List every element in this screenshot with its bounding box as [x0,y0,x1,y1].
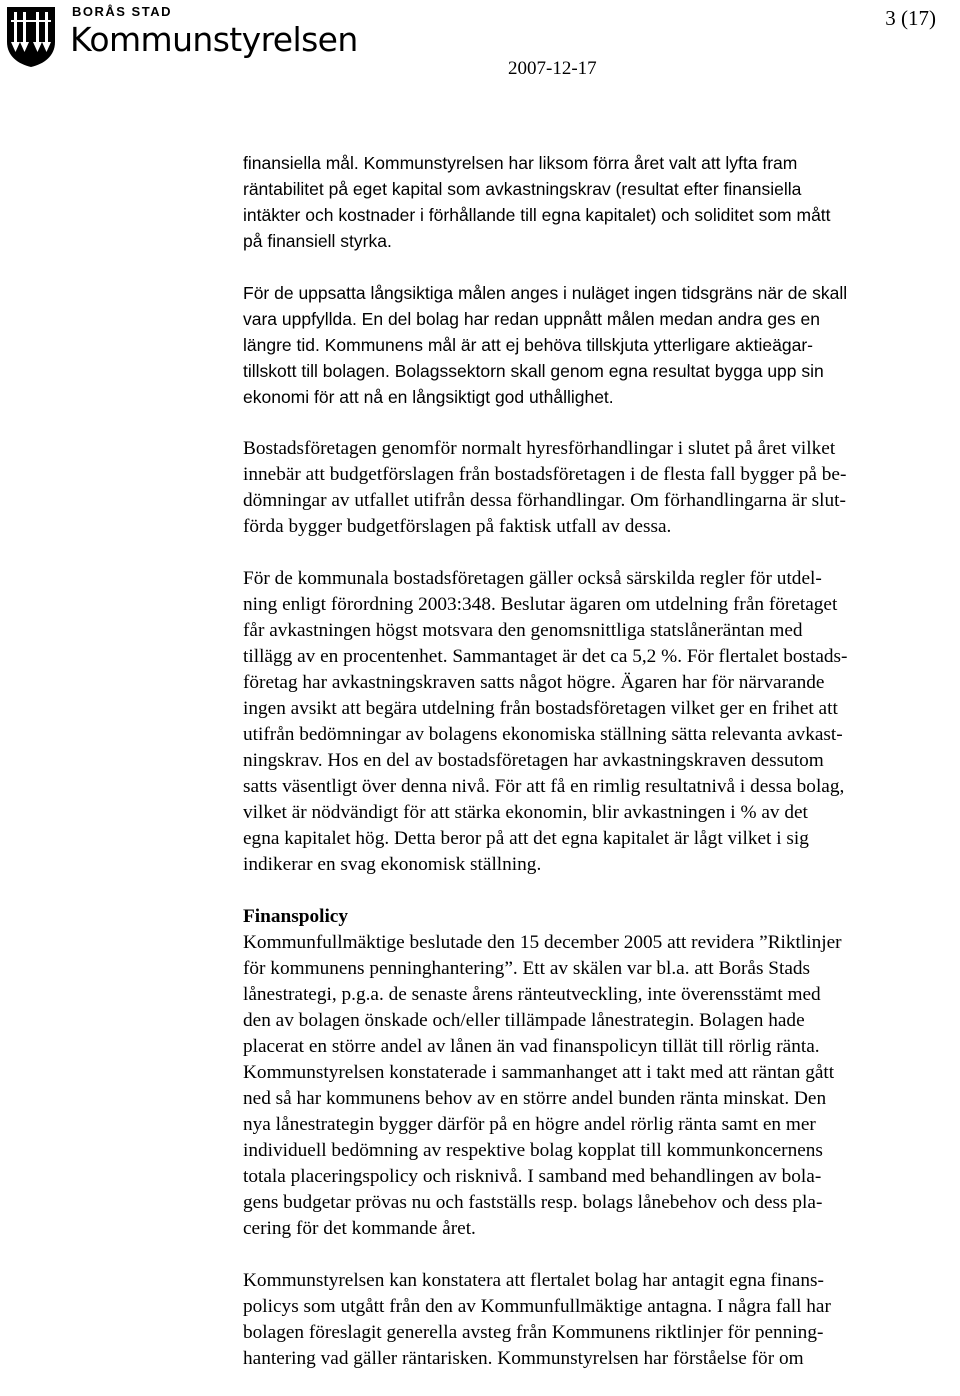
text-line: gens budgetar prövas nu och fastställs resp. bolags lånebehov och dess pla- [243,1192,823,1213]
text-line: bolagen föreslagit generella avsteg från Kommunens riktlinjer för penning- [243,1322,824,1343]
text-line: tillskott till bolagen. Bolagssektorn skall genom egna resultat bygga upp sin [243,361,824,381]
text-line: Kommunstyrelsen konstaterade i sammanhanget att i takt med att räntan gått [243,1062,835,1083]
boras-coat-of-arms-icon [6,6,56,68]
text-line: dömningar av utfallet utifrån dessa förhandlingar. Om förhandlingarna är slut- [243,490,846,511]
text-line: För de kommunala bostadsföretagen gäller också särskilda regler för utdel- [243,568,822,589]
text-line: egna kapitalet hög. Detta beror på att det egna kapitalet är lågt vilket i sig [243,828,809,849]
text-line: får avkastningen högst motsvara den genomsnittliga statslåneräntan med [243,620,803,641]
paragraph [243,150,951,254]
document-date: 2007-12-17 [508,58,597,79]
text-line: hantering vad gäller räntarisken. Kommunstyrelsen har förståelse för om [243,1348,804,1369]
text-line: indikerar en svag ekonomisk ställning. [243,854,542,875]
text-line: Kommunstyrelsen kan konstatera att flertalet bolag har antagit egna finans- [243,1270,824,1291]
text-line: ning enligt förordning 2003:348. Beslutar ägaren om utdelning från företaget [243,594,838,615]
text-line: vilket är nödvändigt för att stärka ekonomin, blir avkastningen i % av det [243,802,808,823]
text-line: ned så har kommunens behov av en större andel bunden ränta minskat. Den [243,1088,827,1109]
document-body [243,150,951,1396]
section-heading: Finanspolicy [243,906,349,927]
text-line: individuell bedömning av respektive bolag kopplat till kommunkoncernens [243,1140,823,1161]
text-line: totala placeringspolicy och risknivå. I samband med behandlingen av bola- [243,1166,822,1187]
text-line: för kommunens penninghantering”. Ett av skälen var bl.a. att Borås Stads [243,958,811,979]
text-line: För de uppsatta långsiktiga målen anges i nuläget ingen tidsgräns när de skall [243,283,848,303]
text-line: innebär att budgetförslagen från bostadsföretagen i de flesta fall bygger på be- [243,464,847,485]
paragraph [243,436,951,540]
text-line: företag har avkastningskraven satts något högre. Ägaren har för närvarande [243,672,825,693]
text-line: intäkter och kostnader i förhållande till egna kapitalet) och soliditet som mått [243,205,831,225]
text-line: vara uppfyllda. En del bolag har redan uppnått målen medan andra ges en [243,309,820,329]
text-line: tillägg av en procentenhet. Sammantaget är det ca 5,2 %. För flertalet bostads- [243,646,848,667]
text-line: förda bygger budgetförslagen på faktisk utfall av dessa. [243,516,672,537]
text-line: ingen avsikt att begära utdelning från bostadsföretagen vilket ger en frihet att [243,698,838,719]
paragraph [243,930,951,1242]
text-line: den av bolagen önskade och/eller tillämpade lånestrategin. Bolagen hade [243,1010,805,1031]
paragraph [243,1268,951,1372]
text-line: lånestrategi, p.g.a. de senaste årens ränteutveckling, inte överensstämt med [243,984,821,1005]
text-line: finansiella mål. Kommunstyrelsen har liksom förra året valt att lyfta fram [243,153,798,173]
org-small-title: BORÅS STAD [72,4,172,19]
text-line: räntabilitet på eget kapital som avkastningskrav (resultat efter finansiella [243,179,802,199]
text-line: på finansiell styrka. [243,231,392,251]
page-number: 3 (17) [885,6,936,30]
text-line: Bostadsföretagen genomför normalt hyresförhandlingar i slutet på året vilket [243,438,836,459]
text-line: längre tid. Kommunens mål är att ej behöva tillskjuta ytterligare aktieägar- [243,335,813,355]
paragraph [243,566,951,878]
text-line: ekonomi för att nå en långsiktigt god uthållighet. [243,387,614,407]
text-line: placerat en större andel av lånen än vad finanspolicyn tillät till rörlig ränta. [243,1036,820,1057]
paragraph [243,280,951,410]
text-line: ningskrav. Hos en del av bostadsföretagen har avkastningskraven dessutom [243,750,824,771]
text-line: nya lånestrategin bygger därför på en högre andel rörlig ränta samt en mer [243,1114,816,1135]
text-line: policys som utgått från den av Kommunfullmäktige antagna. I några fall har [243,1296,831,1317]
text-line: satts väsentligt över denna nivå. För att få en rimlig resultatnivå i dessa bolag, [243,776,845,797]
org-name: Kommunstyrelsen [70,20,358,59]
text-line: Kommunfullmäktige beslutade den 15 december 2005 att revidera ”Riktlinjer [243,932,842,953]
text-line: utifrån bedömningar av bolagens ekonomiska ställning sätta relevanta avkast- [243,724,843,745]
text-line: cering för det kommande året. [243,1218,476,1239]
